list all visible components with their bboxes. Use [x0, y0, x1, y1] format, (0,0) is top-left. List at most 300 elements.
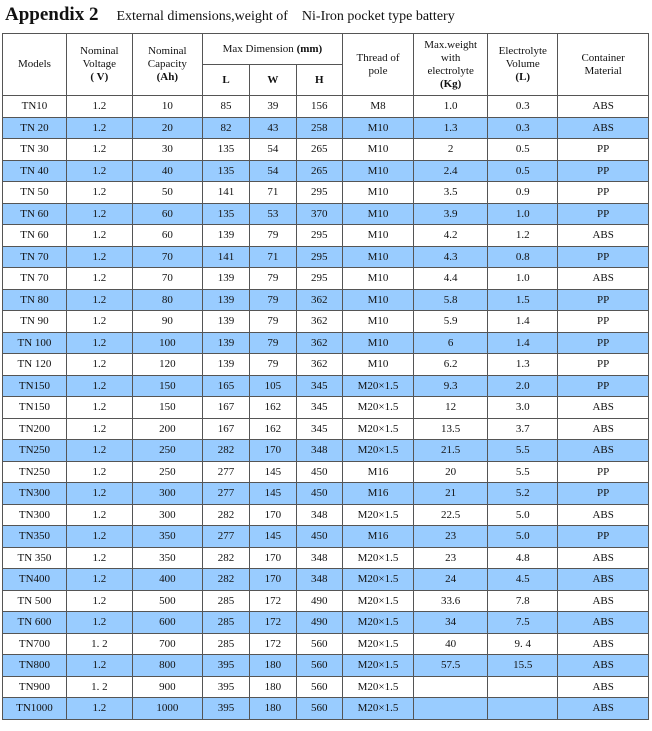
header-thread-line2: pole [368, 64, 388, 77]
cell-width: 79 [250, 268, 296, 290]
cell-material: PP [558, 139, 649, 161]
cell-capacity: 700 [132, 633, 202, 655]
cell-model: TN 70 [3, 268, 67, 290]
cell-voltage: 1.2 [66, 203, 132, 225]
title-subtitle-2: Ni-Iron pocket type battery [301, 9, 455, 24]
table-row [3, 676, 649, 698]
cell-weight: 57.5 [414, 655, 488, 677]
cell-material: ABS [558, 440, 649, 462]
header-height: H [296, 65, 342, 96]
cell-model: TN 350 [3, 547, 67, 569]
cell-length: 135 [202, 139, 249, 161]
cell-height: 560 [296, 676, 342, 698]
cell-voltage: 1.2 [66, 354, 132, 376]
cell-width: 79 [250, 225, 296, 247]
cell-electrolyte: 9. 4 [488, 633, 558, 655]
cell-height: 345 [296, 418, 342, 440]
cell-model: TN200 [3, 418, 67, 440]
table-row [3, 332, 649, 354]
cell-thread: M20×1.5 [342, 590, 413, 612]
cell-model: TN400 [3, 569, 67, 591]
table-row [3, 418, 649, 440]
cell-material: PP [558, 160, 649, 182]
cell-electrolyte: 4.5 [488, 569, 558, 591]
title-subtitle: External dimensions,weight of [116, 9, 288, 24]
cell-width: 79 [250, 332, 296, 354]
header-electrolyte-unit: (L) [515, 71, 531, 83]
cell-weight: 6.2 [414, 354, 488, 376]
cell-height: 345 [296, 397, 342, 419]
cell-length: 277 [202, 483, 249, 505]
cell-weight: 4.2 [414, 225, 488, 247]
cell-width: 145 [250, 526, 296, 548]
cell-electrolyte: 7.8 [488, 590, 558, 612]
cell-electrolyte: 0.9 [488, 182, 558, 204]
cell-voltage: 1.2 [66, 375, 132, 397]
cell-height: 490 [296, 612, 342, 634]
cell-length: 139 [202, 354, 249, 376]
table-row [3, 569, 649, 591]
cell-thread: M16 [342, 483, 413, 505]
header-capacity-line2: Capacity [147, 58, 187, 70]
cell-height: 560 [296, 655, 342, 677]
cell-material: PP [558, 483, 649, 505]
cell-length: 285 [202, 612, 249, 634]
table-row [3, 440, 649, 462]
cell-width: 170 [250, 547, 296, 569]
cell-height: 450 [296, 483, 342, 505]
cell-voltage: 1.2 [66, 418, 132, 440]
battery-spec-table [2, 33, 649, 720]
cell-weight: 5.8 [414, 289, 488, 311]
cell-voltage: 1.2 [66, 590, 132, 612]
cell-width: 180 [250, 698, 296, 720]
cell-voltage: 1.2 [66, 117, 132, 139]
cell-thread: M20×1.5 [342, 612, 413, 634]
cell-electrolyte: 0.5 [488, 139, 558, 161]
cell-length: 395 [202, 698, 249, 720]
cell-weight: 22.5 [414, 504, 488, 526]
cell-thread: M20×1.5 [342, 547, 413, 569]
table-row [3, 590, 649, 612]
cell-electrolyte: 7.5 [488, 612, 558, 634]
cell-material: ABS [558, 268, 649, 290]
header-electrolyte-line2: Volume [505, 58, 540, 70]
cell-capacity: 90 [132, 311, 202, 333]
cell-thread: M16 [342, 526, 413, 548]
cell-voltage: 1.2 [66, 225, 132, 247]
cell-width: 170 [250, 569, 296, 591]
cell-material: ABS [558, 418, 649, 440]
cell-material: PP [558, 332, 649, 354]
cell-thread: M20×1.5 [342, 418, 413, 440]
cell-electrolyte [488, 676, 558, 698]
cell-model: TN800 [3, 655, 67, 677]
cell-width: 162 [250, 397, 296, 419]
cell-height: 362 [296, 289, 342, 311]
cell-weight: 1.0 [414, 96, 488, 118]
cell-voltage: 1.2 [66, 268, 132, 290]
cell-width: 172 [250, 633, 296, 655]
cell-height: 265 [296, 139, 342, 161]
cell-width: 54 [250, 160, 296, 182]
cell-weight: 23 [414, 526, 488, 548]
cell-electrolyte: 3.0 [488, 397, 558, 419]
cell-electrolyte: 0.3 [488, 117, 558, 139]
cell-electrolyte: 0.3 [488, 96, 558, 118]
cell-electrolyte: 5.0 [488, 526, 558, 548]
cell-voltage: 1.2 [66, 311, 132, 333]
cell-height: 348 [296, 440, 342, 462]
cell-capacity: 150 [132, 397, 202, 419]
cell-width: 180 [250, 655, 296, 677]
header-voltage [66, 34, 132, 96]
table-body [3, 96, 649, 720]
cell-height: 348 [296, 569, 342, 591]
cell-weight: 34 [414, 612, 488, 634]
cell-height: 560 [296, 698, 342, 720]
cell-capacity: 900 [132, 676, 202, 698]
cell-model: TN150 [3, 397, 67, 419]
cell-weight: 2 [414, 139, 488, 161]
cell-height: 295 [296, 182, 342, 204]
cell-thread: M10 [342, 182, 413, 204]
cell-model: TN 30 [3, 139, 67, 161]
cell-model: TN350 [3, 526, 67, 548]
cell-capacity: 400 [132, 569, 202, 591]
header-capacity-unit: (Ah) [156, 71, 179, 83]
cell-capacity: 70 [132, 268, 202, 290]
cell-width: 79 [250, 354, 296, 376]
cell-thread: M10 [342, 246, 413, 268]
cell-electrolyte: 5.0 [488, 504, 558, 526]
cell-length: 82 [202, 117, 249, 139]
cell-thread: M20×1.5 [342, 440, 413, 462]
cell-voltage: 1.2 [66, 483, 132, 505]
cell-electrolyte: 1.0 [488, 203, 558, 225]
cell-capacity: 80 [132, 289, 202, 311]
cell-weight: 20 [414, 461, 488, 483]
cell-length: 282 [202, 440, 249, 462]
cell-material: ABS [558, 397, 649, 419]
cell-material: PP [558, 461, 649, 483]
cell-length: 139 [202, 311, 249, 333]
cell-width: 172 [250, 590, 296, 612]
cell-capacity: 600 [132, 612, 202, 634]
cell-length: 139 [202, 268, 249, 290]
cell-length: 139 [202, 289, 249, 311]
table-row [3, 311, 649, 333]
header-weight-unit: (Kg) [439, 77, 462, 90]
cell-capacity: 20 [132, 117, 202, 139]
cell-length: 277 [202, 461, 249, 483]
cell-electrolyte: 5.5 [488, 440, 558, 462]
cell-height: 450 [296, 526, 342, 548]
cell-capacity: 1000 [132, 698, 202, 720]
table-row [3, 483, 649, 505]
cell-length: 167 [202, 418, 249, 440]
cell-capacity: 120 [132, 354, 202, 376]
table-row [3, 268, 649, 290]
table-row [3, 633, 649, 655]
table-row [3, 397, 649, 419]
cell-voltage: 1.2 [66, 461, 132, 483]
cell-thread: M20×1.5 [342, 397, 413, 419]
cell-thread: M20×1.5 [342, 569, 413, 591]
cell-length: 139 [202, 225, 249, 247]
cell-model: TN 90 [3, 311, 67, 333]
cell-model: TN250 [3, 440, 67, 462]
cell-voltage: 1.2 [66, 698, 132, 720]
cell-length: 395 [202, 676, 249, 698]
cell-capacity: 200 [132, 418, 202, 440]
cell-model: TN300 [3, 483, 67, 505]
cell-thread: M20×1.5 [342, 676, 413, 698]
cell-weight: 23 [414, 547, 488, 569]
cell-height: 560 [296, 633, 342, 655]
cell-capacity: 300 [132, 483, 202, 505]
cell-thread: M20×1.5 [342, 655, 413, 677]
cell-capacity: 350 [132, 526, 202, 548]
cell-weight: 4.3 [414, 246, 488, 268]
cell-electrolyte: 1.4 [488, 311, 558, 333]
cell-width: 71 [250, 246, 296, 268]
cell-width: 105 [250, 375, 296, 397]
cell-electrolyte: 1.3 [488, 354, 558, 376]
cell-voltage: 1.2 [66, 547, 132, 569]
cell-width: 145 [250, 483, 296, 505]
header-thread-line1: Thread of [356, 51, 400, 64]
cell-model: TN700 [3, 633, 67, 655]
cell-capacity: 150 [132, 375, 202, 397]
cell-length: 167 [202, 397, 249, 419]
cell-weight: 3.5 [414, 182, 488, 204]
cell-weight [414, 698, 488, 720]
cell-voltage: 1.2 [66, 526, 132, 548]
cell-voltage: 1.2 [66, 504, 132, 526]
cell-material: ABS [558, 655, 649, 677]
cell-voltage: 1.2 [66, 160, 132, 182]
header-weight [414, 34, 488, 96]
cell-material: ABS [558, 698, 649, 720]
cell-width: 145 [250, 461, 296, 483]
cell-material: PP [558, 289, 649, 311]
cell-weight: 40 [414, 633, 488, 655]
cell-thread: M20×1.5 [342, 375, 413, 397]
header-container-line2: Material [584, 64, 622, 77]
cell-electrolyte: 1.5 [488, 289, 558, 311]
cell-material: ABS [558, 225, 649, 247]
cell-thread: M8 [342, 96, 413, 118]
cell-model: TN300 [3, 504, 67, 526]
cell-length: 165 [202, 375, 249, 397]
cell-width: 79 [250, 311, 296, 333]
cell-material: PP [558, 246, 649, 268]
cell-electrolyte: 1.0 [488, 268, 558, 290]
cell-capacity: 100 [132, 332, 202, 354]
cell-model: TN250 [3, 461, 67, 483]
cell-weight: 9.3 [414, 375, 488, 397]
cell-thread: M10 [342, 160, 413, 182]
cell-length: 141 [202, 182, 249, 204]
cell-capacity: 30 [132, 139, 202, 161]
table-row [3, 203, 649, 225]
cell-model: TN 70 [3, 246, 67, 268]
cell-model: TN 500 [3, 590, 67, 612]
cell-width: 79 [250, 289, 296, 311]
header-weight-line1: Max.weight [424, 38, 478, 51]
cell-material: ABS [558, 676, 649, 698]
header-capacity-line1: Nominal [148, 45, 187, 57]
cell-material: ABS [558, 504, 649, 526]
cell-width: 170 [250, 504, 296, 526]
cell-model: TN150 [3, 375, 67, 397]
header-max-dimension-label: Max Dimension [222, 42, 294, 55]
cell-weight: 12 [414, 397, 488, 419]
cell-length: 282 [202, 504, 249, 526]
table-row [3, 117, 649, 139]
cell-electrolyte: 0.8 [488, 246, 558, 268]
cell-length: 282 [202, 547, 249, 569]
cell-length: 141 [202, 246, 249, 268]
table-row [3, 504, 649, 526]
table-row [3, 354, 649, 376]
cell-capacity: 250 [132, 440, 202, 462]
header-weight-line3: electrolyte [427, 64, 474, 77]
cell-model: TN 20 [3, 117, 67, 139]
header-max-dimension [202, 34, 342, 65]
cell-thread: M10 [342, 225, 413, 247]
header-width: W [250, 65, 296, 96]
cell-electrolyte [488, 698, 558, 720]
cell-model: TN 60 [3, 203, 67, 225]
cell-height: 295 [296, 246, 342, 268]
cell-material: ABS [558, 96, 649, 118]
cell-material: PP [558, 354, 649, 376]
cell-height: 362 [296, 332, 342, 354]
cell-width: 172 [250, 612, 296, 634]
header-length: L [202, 65, 249, 96]
cell-length: 277 [202, 526, 249, 548]
table-row [3, 461, 649, 483]
cell-length: 139 [202, 332, 249, 354]
table-row [3, 547, 649, 569]
cell-height: 156 [296, 96, 342, 118]
cell-height: 362 [296, 354, 342, 376]
cell-electrolyte: 1.2 [488, 225, 558, 247]
cell-electrolyte: 1.4 [488, 332, 558, 354]
cell-model: TN 80 [3, 289, 67, 311]
cell-weight: 33.6 [414, 590, 488, 612]
table-row [3, 526, 649, 548]
cell-weight [414, 676, 488, 698]
cell-model: TN10 [3, 96, 67, 118]
cell-electrolyte: 5.5 [488, 461, 558, 483]
cell-electrolyte: 3.7 [488, 418, 558, 440]
cell-height: 295 [296, 268, 342, 290]
table-row [3, 655, 649, 677]
cell-voltage: 1.2 [66, 246, 132, 268]
cell-height: 348 [296, 504, 342, 526]
cell-width: 170 [250, 440, 296, 462]
table-row [3, 698, 649, 720]
cell-width: 71 [250, 182, 296, 204]
cell-electrolyte: 5.2 [488, 483, 558, 505]
cell-height: 345 [296, 375, 342, 397]
cell-length: 285 [202, 590, 249, 612]
cell-width: 162 [250, 418, 296, 440]
cell-height: 258 [296, 117, 342, 139]
header-voltage-unit: ( V) [90, 71, 109, 83]
cell-voltage: 1.2 [66, 397, 132, 419]
cell-material: PP [558, 375, 649, 397]
cell-thread: M10 [342, 139, 413, 161]
cell-capacity: 70 [132, 246, 202, 268]
cell-thread: M10 [342, 203, 413, 225]
cell-height: 348 [296, 547, 342, 569]
header-capacity [132, 34, 202, 96]
cell-electrolyte: 15.5 [488, 655, 558, 677]
cell-material: ABS [558, 547, 649, 569]
cell-capacity: 250 [132, 461, 202, 483]
header-voltage-line1: Nominal [80, 45, 119, 57]
cell-height: 490 [296, 590, 342, 612]
cell-length: 395 [202, 655, 249, 677]
cell-width: 53 [250, 203, 296, 225]
cell-thread: M10 [342, 268, 413, 290]
cell-height: 295 [296, 225, 342, 247]
cell-width: 180 [250, 676, 296, 698]
cell-electrolyte: 0.5 [488, 160, 558, 182]
cell-model: TN900 [3, 676, 67, 698]
cell-material: ABS [558, 590, 649, 612]
header-voltage-line2: Voltage [82, 58, 117, 70]
cell-model: TN 40 [3, 160, 67, 182]
cell-model: TN1000 [3, 698, 67, 720]
cell-height: 265 [296, 160, 342, 182]
cell-height: 370 [296, 203, 342, 225]
cell-weight: 4.4 [414, 268, 488, 290]
cell-thread: M10 [342, 311, 413, 333]
cell-length: 282 [202, 569, 249, 591]
cell-material: ABS [558, 569, 649, 591]
cell-length: 135 [202, 203, 249, 225]
cell-capacity: 60 [132, 203, 202, 225]
cell-capacity: 10 [132, 96, 202, 118]
cell-width: 54 [250, 139, 296, 161]
table-row [3, 612, 649, 634]
cell-thread: M20×1.5 [342, 698, 413, 720]
header-electrolyte-line1: Electrolyte [498, 45, 547, 57]
cell-thread: M10 [342, 289, 413, 311]
cell-model: TN 120 [3, 354, 67, 376]
cell-material: ABS [558, 633, 649, 655]
header-models: Models [3, 34, 67, 96]
cell-voltage: 1.2 [66, 139, 132, 161]
cell-length: 85 [202, 96, 249, 118]
cell-weight: 21.5 [414, 440, 488, 462]
cell-electrolyte: 4.8 [488, 547, 558, 569]
cell-material: ABS [558, 117, 649, 139]
cell-voltage: 1.2 [66, 96, 132, 118]
cell-thread: M10 [342, 332, 413, 354]
cell-material: ABS [558, 612, 649, 634]
cell-width: 43 [250, 117, 296, 139]
cell-height: 450 [296, 461, 342, 483]
cell-weight: 13.5 [414, 418, 488, 440]
cell-weight: 1.3 [414, 117, 488, 139]
header-electrolyte [488, 34, 558, 96]
